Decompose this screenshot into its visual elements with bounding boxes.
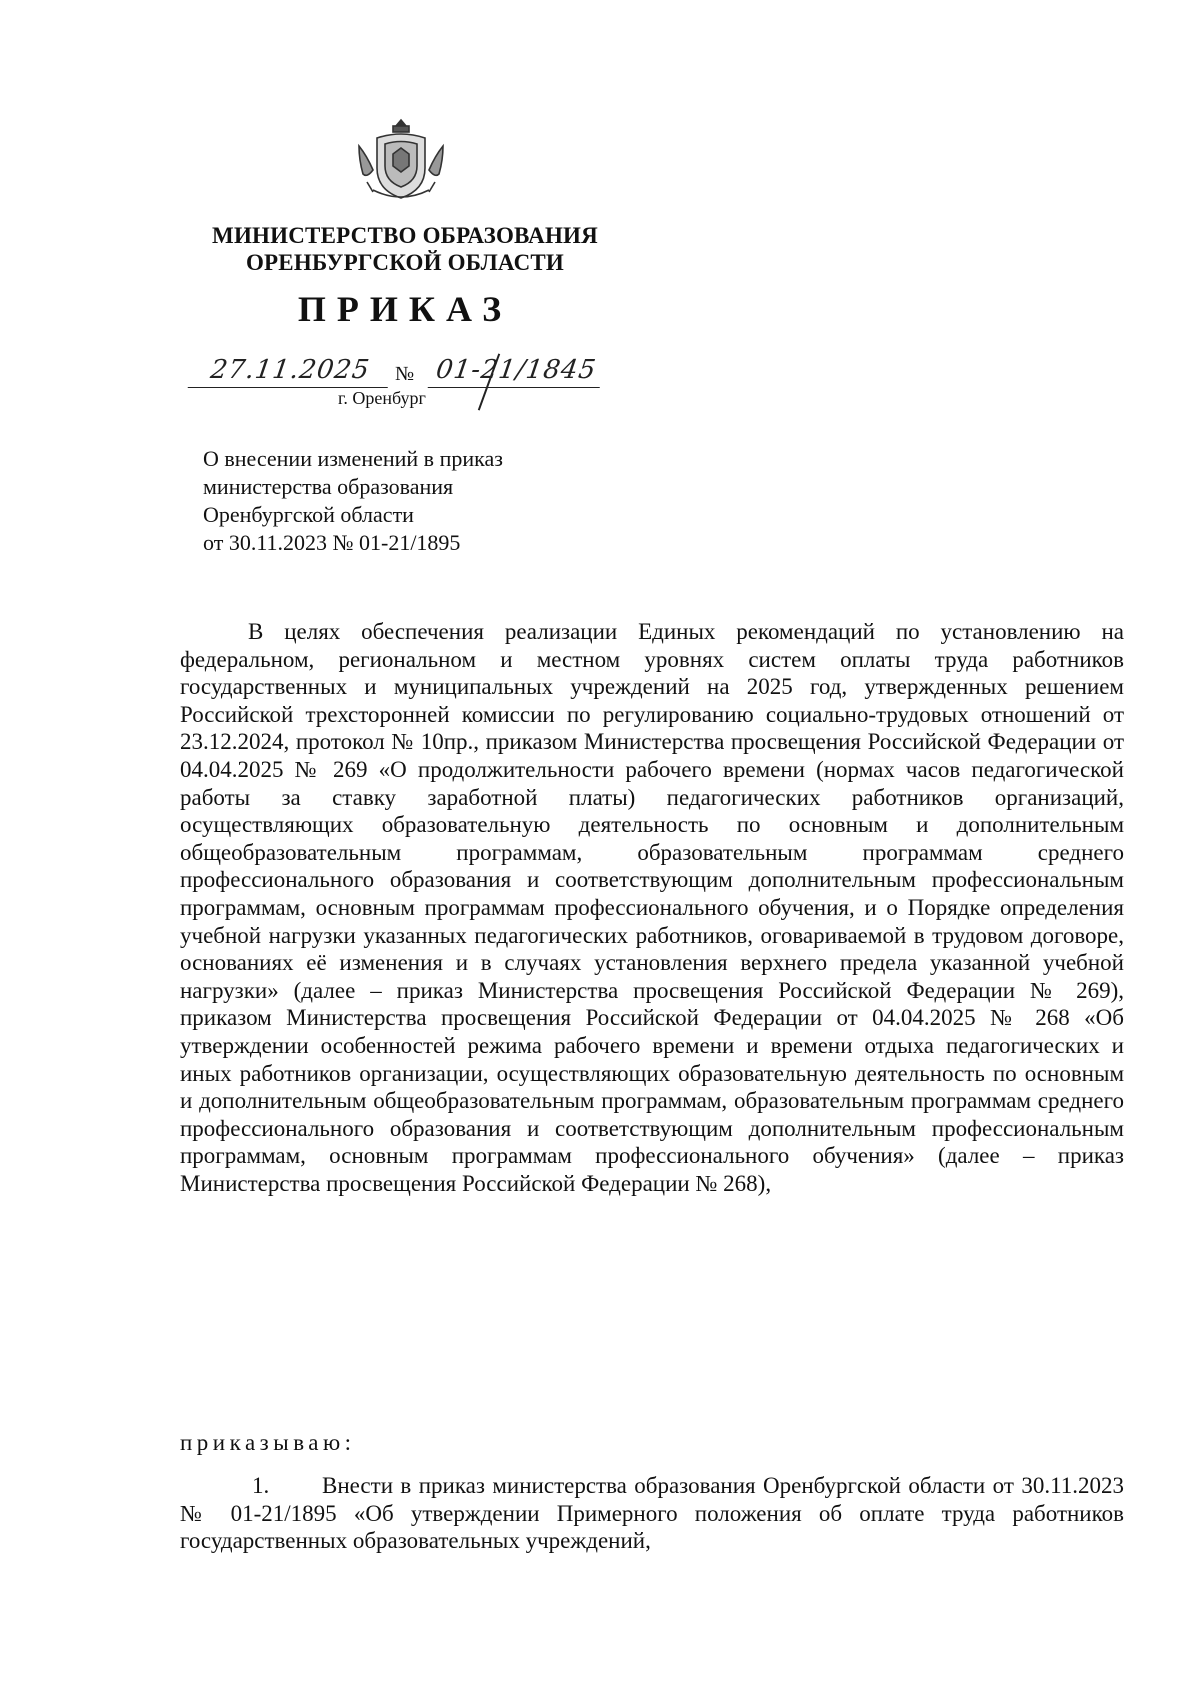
- ministry-name: [185, 222, 625, 276]
- ministry-name-line2: ОРЕНБУРГСКОЙ ОБЛАСТИ: [245, 250, 565, 275]
- item-1-text: Внести в приказ министерства образования Оренбургской области от 30.11.2023 № 01-21/1895 «Об утверждении Примерного положения об оплате труда работников государственных образовательных учреждений,: [180, 1473, 1124, 1554]
- subject-line2: министерства образования: [203, 474, 454, 499]
- subject-line4: от 30.11.2023 № 01-21/1895: [203, 530, 461, 555]
- order-number: 01-21/1845: [428, 355, 605, 388]
- item-1-paragraph: [180, 1472, 1124, 1555]
- coat-of-arms-icon: [355, 116, 447, 206]
- subject-line3: Оренбургской области: [203, 502, 414, 527]
- ministry-name-line1: МИНИСТЕРСТВО ОБРАЗОВАНИЯ: [212, 223, 598, 248]
- document-type: ПРИКАЗ: [297, 289, 513, 329]
- preamble-paragraph: В целях обеспечения реализации Единых рекомендаций по установлению на федеральном, региональном и местном уровнях систем оплаты труда работников государственных и муниципальных учреждений на 2025 год, утвержденных решением Российской трехсторонней комиссии по регулированию социально-трудовых отношений от 23.12.2024, протокол № 10пр., приказом Министерства просвещения Российской Федерации от 04.04.2025 № 269 «О продолжительности рабочего времени (нормах часов педагогической работы за ставку заработной платы) педагогических работников организаций, осуществляющих образовательную деятельность по основным и дополнительным общеобразовательным программам, образовательным программам среднего профессионального образования и соответствующим дополнительным профессиональным программам, основным программам профессионального обучения, и о Порядке определения учебной нагрузки указанных педагогических работников, оговариваемой в трудовом договоре, основаниях её изменения и в случаях установления верхнего предела указанной учебной нагрузки» (далее – приказ Министерства просвещения Российской Федерации № 269), приказом Министерства просвещения Российской Федерации от 04.04.2025 № 268 «Об утверждении особенностей режима рабочего времени и времени отдыха педагогических и иных работников организации, осуществляющих образовательную деятельность по основным и дополнительным общеобразовательным программам, образовательным программам среднего профессионального образования и соответствующим дополнительным профессиональным программам, основным программам профессионального обучения» (далее – приказ Министерства просвещения Российской Федерации № 268),: [180, 619, 1124, 1196]
- order-date: 27.11.2025: [188, 355, 393, 388]
- item-1-number: 1.: [252, 1473, 270, 1498]
- number-sign: №: [395, 363, 415, 385]
- order-city: г. Оренбург: [338, 388, 426, 408]
- subject-line1: О внесении изменений в приказ: [203, 446, 503, 471]
- order-word: приказываю:: [180, 1430, 356, 1455]
- order-subject: [203, 445, 623, 557]
